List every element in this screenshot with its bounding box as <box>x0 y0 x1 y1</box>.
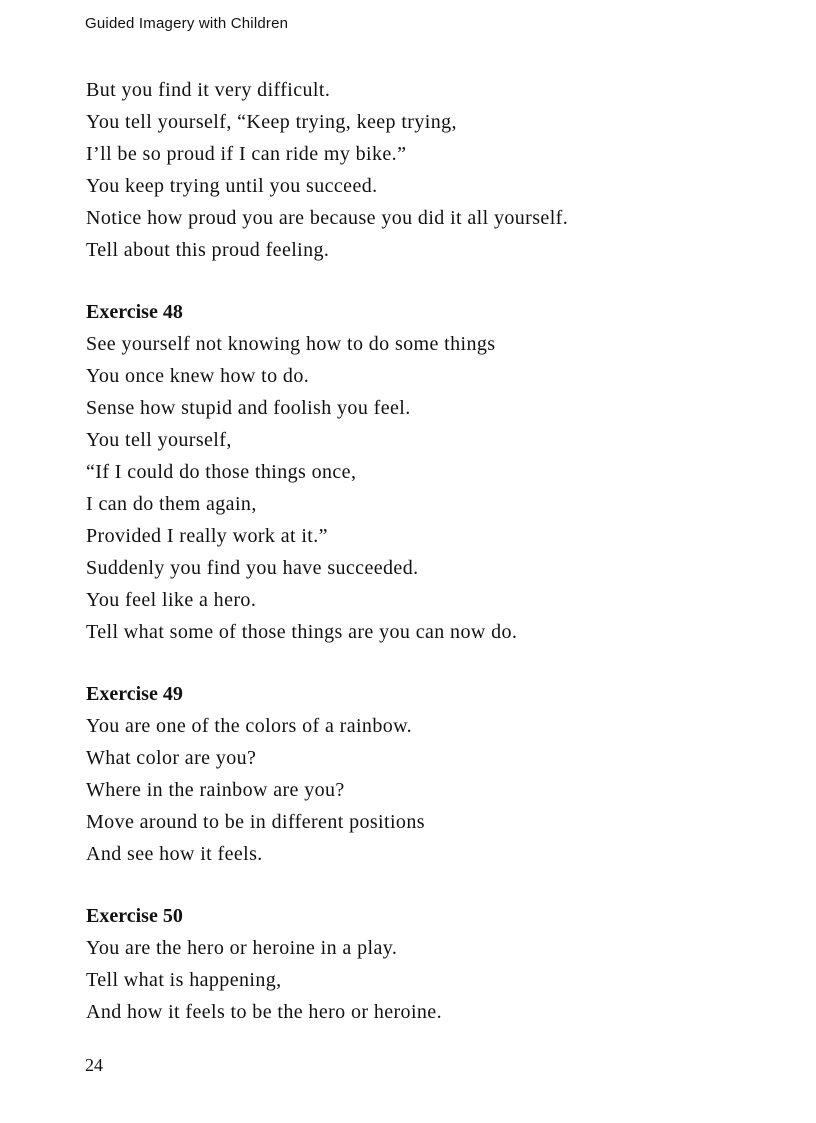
text-line: Tell what some of those things are you can now do. <box>86 621 518 643</box>
text-line: You feel like a hero. <box>86 589 257 611</box>
section-gap <box>86 266 786 296</box>
text-line: Notice how proud you are because you did it all yourself. <box>86 207 569 229</box>
text-line: You keep trying until you succeed. <box>86 175 378 197</box>
text-line: You tell yourself, “Keep trying, keep trying, <box>86 111 457 133</box>
text-line: See yourself not knowing how to do some things <box>86 333 496 355</box>
exercise-49 <box>86 678 786 870</box>
text-line: Sense how stupid and foolish you feel. <box>86 397 411 419</box>
body-text <box>86 74 786 1028</box>
text-line: And see how it feels. <box>86 843 263 865</box>
text-line: Suddenly you find you have succeeded. <box>86 557 419 579</box>
section-gap <box>86 870 786 900</box>
text-line: You tell yourself, <box>86 429 232 451</box>
text-line: I’ll be so proud if I can ride my bike.” <box>86 143 407 165</box>
running-header: Guided Imagery with Children <box>85 15 289 32</box>
text-line: Tell what is happening, <box>86 969 282 991</box>
exercise-heading: Exercise 49 <box>86 683 183 705</box>
text-line: Provided I really work at it.” <box>86 525 328 547</box>
section-gap <box>86 648 786 678</box>
page-number: 24 <box>85 1055 103 1075</box>
exercise-heading: Exercise 50 <box>86 905 183 927</box>
text-line: And how it feels to be the hero or heroine. <box>86 1001 442 1023</box>
text-line: But you find it very difficult. <box>86 79 331 101</box>
exercise-heading: Exercise 48 <box>86 301 183 323</box>
text-line: Move around to be in different positions <box>86 811 425 833</box>
exercise-50 <box>86 900 786 1028</box>
text-line: “If I could do those things once, <box>86 461 357 483</box>
text-line: Tell about this proud feeling. <box>86 239 330 261</box>
text-line: What color are you? <box>86 747 257 769</box>
text-line: Where in the rainbow are you? <box>86 779 345 801</box>
text-line: You are the hero or heroine in a play. <box>86 937 398 959</box>
exercise-48 <box>86 296 786 648</box>
text-line: You are one of the colors of a rainbow. <box>86 715 413 737</box>
intro-passage <box>86 74 786 266</box>
text-line: You once knew how to do. <box>86 365 310 387</box>
text-line: I can do them again, <box>86 493 257 515</box>
